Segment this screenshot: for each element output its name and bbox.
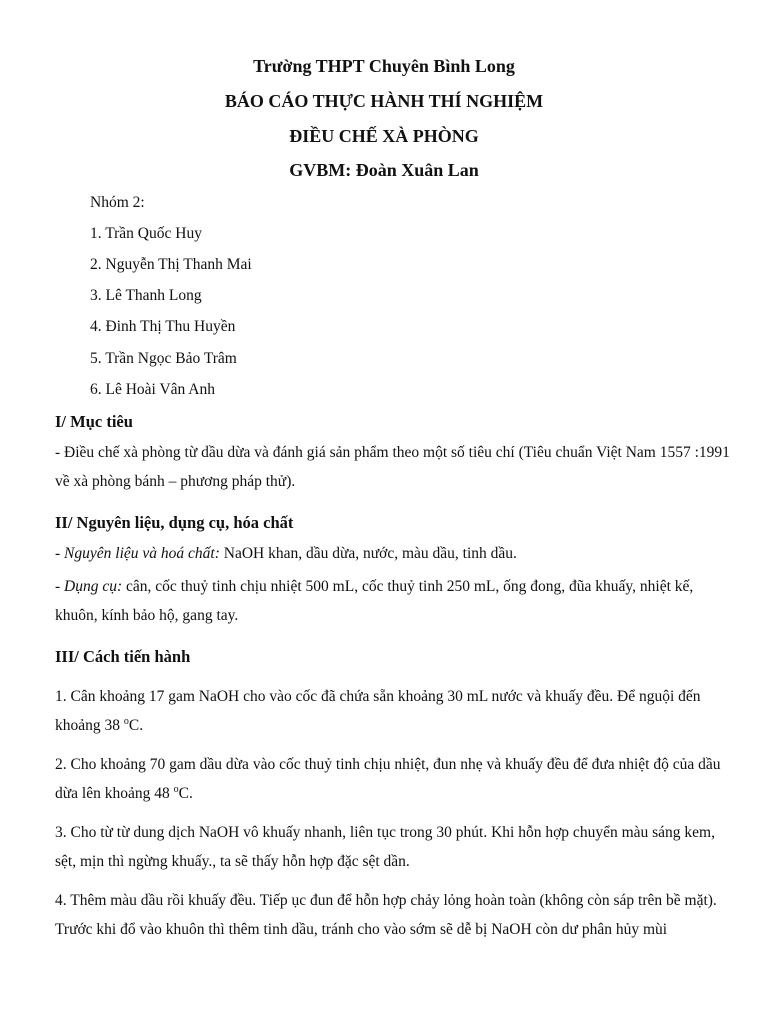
degree-sup: o	[173, 784, 179, 795]
step-2-text: 2. Cho khoảng 70 gam dầu dừa vào cốc thuỷ tinh chịu nhiệt, đun nhẹ và khuấy đều để đưa nhiệt độ của dầu dừa lên khoảng 48	[55, 756, 721, 802]
step-1-text: 1. Cân khoảng 17 gam NaOH cho vào cốc đã chứa sẵn khoảng 30 mL nước và khuấy đều. Để nguội đến khoảng 38	[55, 688, 701, 734]
topic-title: ĐIỀU CHẾ XÀ PHÒNG	[289, 126, 479, 146]
report-title: BÁO CÁO THỰC HÀNH THÍ NGHIỆM	[224, 91, 544, 111]
step-2-unit: C.	[178, 785, 193, 802]
objectives-text: - Điều chế xà phòng từ dầu dừa và đánh giá sản phẩm theo một số tiêu chí (Tiêu chuẩn Việt Nam 1557 :1991 về xà phòng bánh – phương pháp thử).	[55, 444, 730, 490]
teacher-line: GVBM: Đoàn Xuân Lan	[289, 160, 479, 180]
degree-sup: o	[123, 716, 129, 727]
step-1-unit: C.	[128, 717, 144, 734]
group-member: 3. Lê Thanh Long	[90, 287, 202, 304]
group-member: 6. Lê Hoài Vân Anh	[90, 381, 215, 398]
section-heading-procedure: III/ Cách tiến hành	[55, 647, 191, 666]
group-member: 5. Trần Ngọc Bảo Trâm	[90, 350, 237, 367]
group-member: 4. Đinh Thị Thu Huyền	[90, 318, 236, 335]
section-heading-materials: II/ Nguyên liệu, dụng cụ, hóa chất	[55, 513, 294, 532]
tools-text: cân, cốc thuỷ tinh chịu nhiệt 500 mL, cốc thuỷ tinh 250 mL, ống đong, đũa khuấy, nhiệt kế, khuôn, kính bảo hộ, gang tay.	[55, 578, 694, 624]
materials-line	[55, 539, 735, 568]
group-member: 1. Trần Quốc Huy	[90, 225, 202, 242]
procedure-step-4: 4. Thêm màu dầu rồi khuấy đều. Tiếp ục đun để hỗn hợp chảy lỏng hoàn toàn (không còn sáp trên bề mặt). Trước khi đổ vào khuôn thì thêm tinh dầu, tránh cho vào sớm sẽ dễ bị NaOH còn dư phân hủy mùi	[55, 892, 717, 938]
tools-line	[55, 572, 735, 630]
section-heading-objectives: I/ Mục tiêu	[55, 412, 133, 431]
materials-prefix: -	[55, 545, 65, 562]
tools-prefix: -	[55, 578, 65, 595]
group-member: 2. Nguyễn Thị Thanh Mai	[90, 256, 252, 273]
procedure-step-1	[55, 682, 735, 740]
materials-label: Nguyên liệu và hoá chất:	[64, 545, 220, 562]
tools-label: Dụng cụ:	[64, 578, 123, 595]
school-title: Trường THPT Chuyên Bình Long	[253, 56, 515, 76]
group-label: Nhóm 2:	[90, 194, 145, 211]
materials-text: NaOH khan, dầu dừa, nước, màu dầu, tinh dầu.	[219, 545, 517, 562]
procedure-step-3: 3. Cho từ từ dung dịch NaOH vô khuấy nhanh, liên tục trong 30 phút. Khi hỗn hợp chuyển màu sáng kem, sệt, mịn thì ngừng khuấy., ta sẽ thấy hỗn hợp đặc sệt dần.	[55, 824, 715, 870]
procedure-step-2	[55, 750, 735, 808]
